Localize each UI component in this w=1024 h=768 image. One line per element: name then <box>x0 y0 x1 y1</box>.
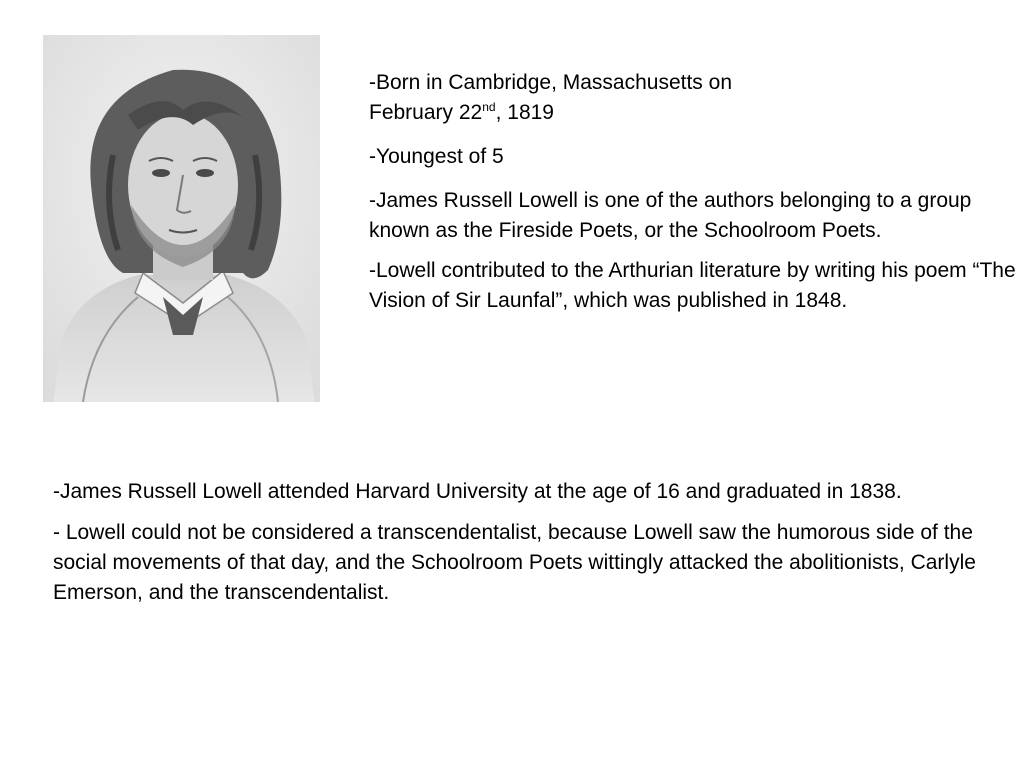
bullet-born <box>369 68 1017 128</box>
born-year: , 1819 <box>495 101 554 124</box>
bottom-bullets <box>53 477 983 619</box>
bullet-arthurian-literature: -Lowell contributed to the Arthurian literature by writing his poem “The Vision of Sir Launfal”, which was published in 1848. <box>369 259 1016 312</box>
born-date: February 22 <box>369 101 483 124</box>
top-bullets <box>369 68 1017 326</box>
born-text: -Born in Cambridge, Massachusetts on <box>369 71 732 94</box>
bullet-youngest: -Youngest of 5 <box>369 145 504 168</box>
bullet-harvard: -James Russell Lowell attended Harvard University at the age of 16 and graduated in 1838. <box>53 480 902 503</box>
author-portrait <box>43 35 320 402</box>
bullet-transcendentalist: - Lowell could not be considered a transcendentalist, because Lowell saw the humorous side of the social movements of that day, and the Schoolroom Poets wittingly attacked the abolitionists, Carlyle Emerson, and the transcendentalist. <box>53 521 976 604</box>
bullet-fireside-poets: -James Russell Lowell is one of the authors belonging to a group known as the Fireside Poets, or the Schoolroom Poets. <box>369 189 972 242</box>
portrait-sketch-icon <box>43 35 320 402</box>
born-date-suffix: nd <box>482 100 496 114</box>
